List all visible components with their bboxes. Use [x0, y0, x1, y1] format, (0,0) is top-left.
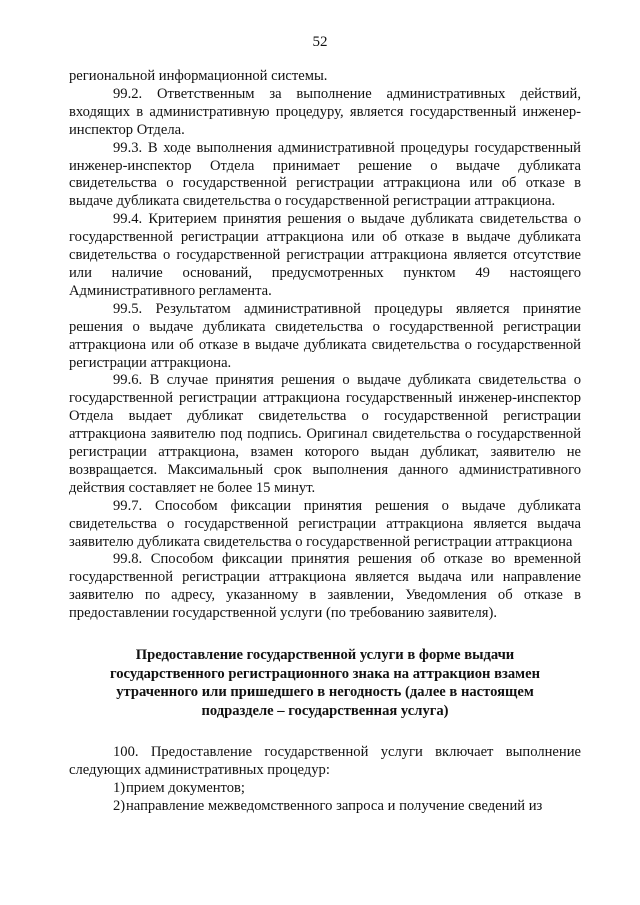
list-item: [69, 780, 581, 798]
paragraph-99-4: 99.4. Критерием принятия решения о выдаче дубликата свидетельства о государственной регистрации аттракциона или об отказе в выдаче дубликата свидетельства о государственной регистрации аттракциона является отсутствие или наличие оснований, предусмотренных пунктом 49 настоящего Административного регламента.: [69, 211, 581, 299]
paragraph-99-5: 99.5. Результатом административной процедуры является принятие решения о выдаче дубликата свидетельства о государственной регистрации аттракциона или об отказе в выдаче дубликата свидетельства о государственной регистрации аттракциона.: [69, 300, 581, 371]
list-item-text: направление межведомственного запроса и получение сведений из: [126, 798, 543, 815]
paragraph-continuation: региональной информационной системы.: [69, 68, 328, 84]
document-body: [69, 68, 581, 816]
paragraph-99-6: 99.6. В случае принятия решения о выдаче дубликата свидетельства о государственной регистрации аттракциона государственный инженер-инспектор Отдела выдает дубликат свидетельства о государственной регистрации аттракциона заявителю под подпись. Оригинал свидетельства о государственной регистрации аттракциона, взамен которого выдан дубликат, заявителю не возвращается. Максимальный срок выполнения данного административного действия составляет не более 15 минут.: [69, 372, 581, 496]
paragraph-99-2: 99.2. Ответственным за выполнение административных действий, входящих в административную процедуру, является государственный инженер-инспектор Отдела.: [69, 85, 581, 138]
paragraph-99-8: 99.8. Способом фиксации принятия решения об отказе во временной государственной регистрации аттракциона является выдача или направление заявителю по адресу, указанному в заявлении, Уведомления об отказе в предоставлении государственной услуги (по требованию заявителя).: [69, 551, 581, 622]
paragraph-99-3: 99.3. В ходе выполнения административной процедуры государственный инженер-инспектор Отдела принимает решение о выдаче дубликата свидетельства о государственной регистрации аттракциона или об отказе в выдаче дубликата свидетельства о государственной регистрации аттракциона.: [69, 139, 581, 210]
paragraph-99-7: 99.7. Способом фиксации принятия решения о выдаче дубликата свидетельства о государственной регистрации аттракциона является выдача заявителю дубликата свидетельства о государственной регистрации аттракциона: [69, 497, 581, 550]
list-item-number: 1): [113, 780, 126, 797]
list-item-number: 2): [113, 798, 126, 815]
section-heading: Предоставление государственной услуги в форме выдачи государственного регистрационного знака на аттракцион взамен утраченного или пришедшего в негодность (далее в настоящем подразделе – государственная услуга): [109, 647, 540, 719]
list-item-text: прием документов;: [126, 780, 245, 797]
page-number: 52: [312, 34, 328, 50]
paragraph-100: 100. Предоставление государственной услуги включает выполнение следующих административных процедур:: [69, 744, 581, 779]
list-item: [69, 798, 581, 816]
